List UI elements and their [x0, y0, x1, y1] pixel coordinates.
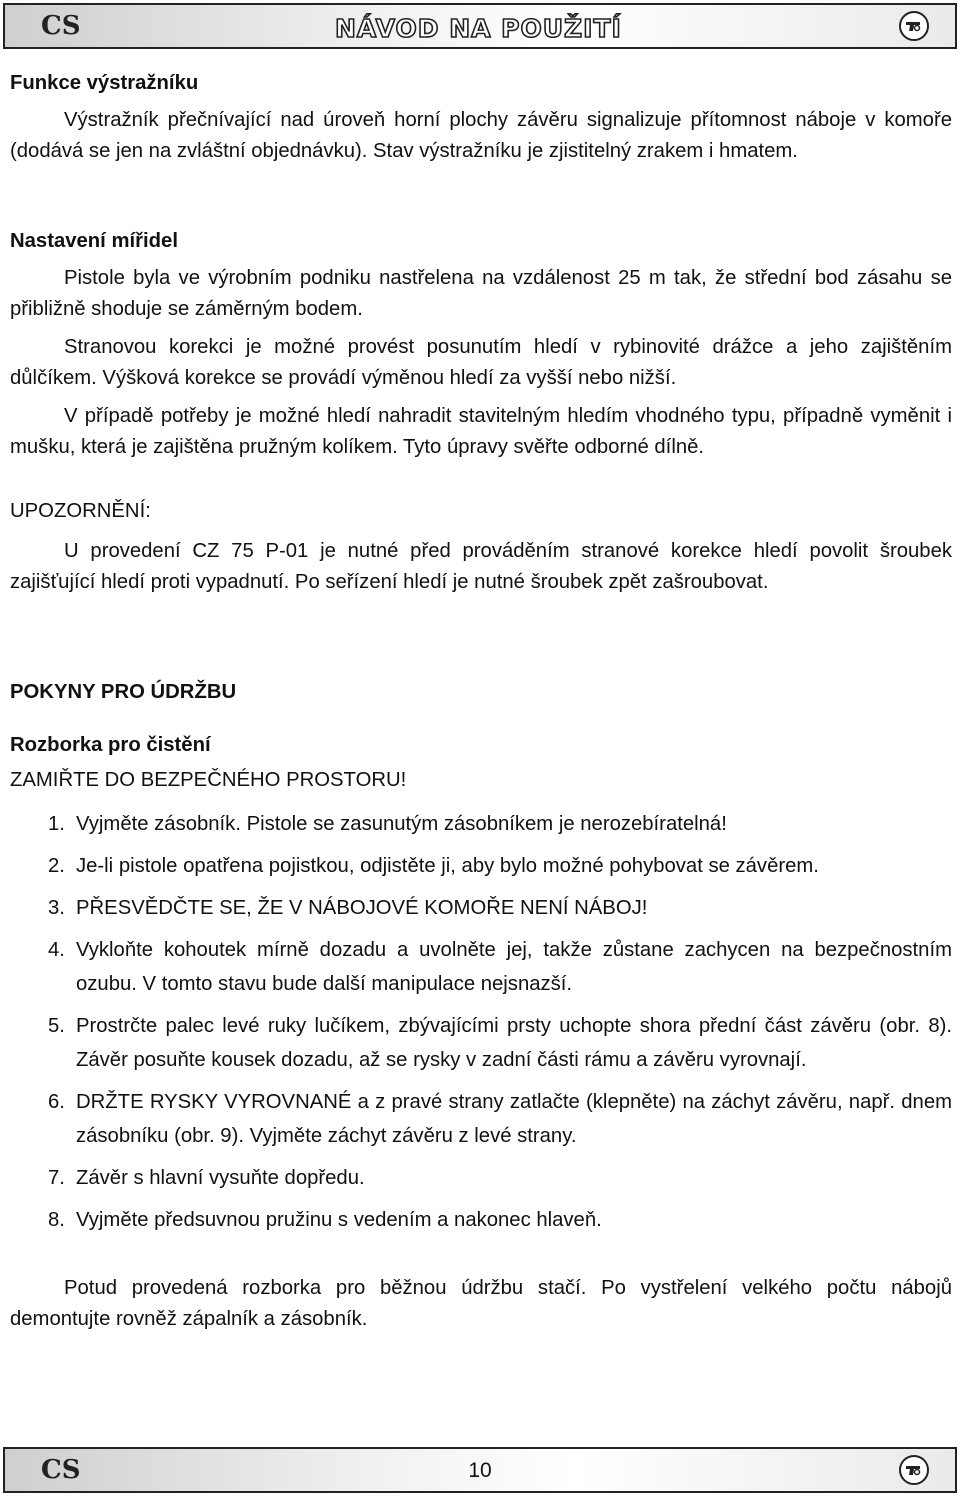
caution-text: ZAMIŘTE DO BEZPEČNÉHO PROSTORU! — [10, 769, 407, 791]
steps-list — [10, 807, 952, 1237]
paragraph: U provedení CZ 75 P-01 je nutné před prováděním stranové korekce hledí povolit šroubek zajišťující hledí proti vypadnutí. Po seřízení hledí je nutné šroubek zpět zašroubovat. — [10, 540, 952, 593]
paragraph: Stranovou korekci je možné provést posunutím hledí v rybinovité drážce a jeho zajištěním důlčíkem. Výšková korekce se provádí výměnou hledí za vyšší nebo nižší. — [10, 336, 952, 389]
header-title: NÁVOD NA POUŽITÍ — [335, 14, 622, 43]
notice-label: UPOZORNĚNÍ: — [10, 500, 151, 522]
step-number: 1. — [48, 813, 65, 835]
step-text: Vykloňte kohoutek mírně dozadu a uvolněte jej, takže zůstane zachycen na bezpečnostním ozubu. V tomto stavu bude další manipulace nejsnazší. — [76, 939, 952, 995]
step-text: Závěr s hlavní vysuňte dopředu. — [76, 1167, 365, 1189]
maintenance-section — [10, 677, 952, 1335]
step-text: Vyjměte předsuvnou pružinu s vedením a nakonec hlaveň. — [76, 1209, 602, 1231]
step-text: Je-li pistole opatřena pojistkou, odjistěte ji, aby bylo možné pohybovat se závěrem. — [76, 855, 819, 877]
step-text: Prostrčte palec levé ruky lučíkem, zbývajícími prsty uchopte shora přední část závěru (obr. 8). Závěr posuňte kousek dozadu, až se rysky v zadní části rámu a závěru vyrovnají. — [76, 1015, 952, 1071]
section-subheading: Rozborka pro čistění — [10, 734, 211, 756]
language-code: CS — [41, 11, 81, 41]
step-number: 4. — [48, 939, 65, 961]
page-header — [3, 3, 957, 49]
paragraph: Pistole byla ve výrobním podniku nastřelena na vzdálenost 25 m tak, že střední bod zásahu se přibližně shoduje se záměrným bodem. — [10, 267, 952, 320]
step-number: 2. — [48, 855, 65, 877]
language-code: CS — [41, 1455, 81, 1485]
paragraph: V případě potřeby je možné hledí nahradit stavitelným hledím vhodného typu, případně vyměnit i mušku, která je zajištěna pružným kolíkem. Tyto úpravy svěřte odborné dílně. — [10, 405, 952, 458]
paragraph: Výstražník přečnívající nad úroveň horní plochy závěru signalizuje přítomnost náboje v komoře (dodává se jen na zvláštní objednávku). Stav výstražníku je zjistitelný zrakem i hmatem. — [10, 109, 952, 162]
notice-section — [10, 496, 952, 598]
page-footer — [3, 1447, 957, 1493]
section-heading: POKYNY PRO ÚDRŽBU — [10, 681, 237, 703]
page-number: 10 — [468, 1459, 492, 1482]
step-text: PŘESVĚDČTE SE, ŽE V NÁBOJOVÉ KOMOŘE NENÍ NÁBOJ! — [76, 897, 648, 919]
cz-logo-icon — [899, 11, 929, 41]
list-item — [10, 1085, 952, 1153]
step-number: 7. — [48, 1167, 65, 1189]
list-item — [10, 807, 952, 841]
step-text: Vyjměte zásobník. Pistole se zasunutým zásobníkem je nerozebíratelná! — [76, 813, 727, 835]
list-item — [10, 1161, 952, 1195]
cz-logo-icon — [899, 1455, 929, 1485]
list-item — [10, 933, 952, 1001]
step-number: 5. — [48, 1015, 65, 1037]
step-number: 3. — [48, 897, 65, 919]
sights-section — [10, 226, 952, 463]
section-heading: Nastavení mířidel — [10, 230, 178, 252]
section-heading: Funkce výstražníku — [10, 72, 199, 94]
step-text: DRŽTE RYSKY VYROVNANÉ a z pravé strany zatlačte (klepněte) na záchyt závěru, např. dnem zásobníku (obr. 9). Vyjměte záchyt závěru z levé strany. — [76, 1091, 952, 1147]
step-number: 8. — [48, 1209, 65, 1231]
list-item — [10, 849, 952, 883]
paragraph: Potud provedená rozborka pro běžnou údržbu stačí. Po vystřelení velkého počtu nábojů demontujte rovněž zápalník a zásobník. — [10, 1277, 952, 1330]
step-number: 6. — [48, 1091, 65, 1113]
list-item — [10, 1009, 952, 1077]
list-item — [10, 891, 952, 925]
list-item — [10, 1203, 952, 1237]
warning-indicator-section — [10, 68, 952, 167]
